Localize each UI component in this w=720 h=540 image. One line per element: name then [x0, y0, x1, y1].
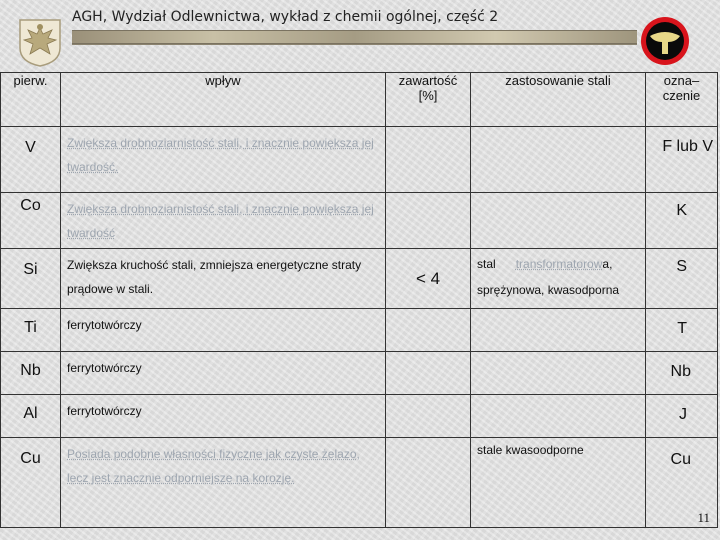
content-cell: [386, 395, 471, 438]
content-cell: [386, 193, 471, 249]
effect-text: ferrytotwórczy: [67, 318, 142, 332]
application-cell: stale kwasoodporne: [471, 438, 646, 528]
element-symbol: Al: [1, 395, 61, 438]
table-row: [1, 193, 718, 249]
application-cell: [471, 127, 646, 193]
designation-cell: K: [646, 193, 718, 249]
application-cell: [471, 352, 646, 395]
content-cell: [386, 438, 471, 528]
application-line2: sprężynowa, kwasodporna: [477, 283, 620, 297]
designation-cell: J: [646, 395, 718, 438]
table-row: [1, 438, 718, 528]
effect-cell: [61, 127, 386, 193]
application-cell: [471, 309, 646, 352]
header-application: zastosowanie stali: [471, 73, 646, 127]
table-row: [1, 395, 718, 438]
designation-cell: Nb: [646, 352, 718, 395]
effect-cell: [61, 193, 386, 249]
effect-cell: [61, 249, 386, 309]
effect-cell: [61, 352, 386, 395]
foundry-emblem-icon: [640, 16, 690, 66]
designation-cell: S: [646, 249, 718, 309]
application-link[interactable]: transformatorow: [515, 257, 603, 271]
effect-link[interactable]: Zwiększa drobnoziarnistość stali, i znacznie powiększa jej twardość: [67, 202, 374, 240]
effect-text: ferrytotwórczy: [67, 361, 142, 375]
application-post: a,: [602, 257, 613, 271]
application-pre: stal: [477, 257, 496, 271]
designation-cell: F lub V: [646, 127, 718, 193]
agh-eagle-logo-icon: [14, 14, 66, 68]
element-symbol: Cu: [1, 438, 61, 528]
effect-text: Zwiększa kruchość stali, zmniejsza energetyczne straty prądowe w stali.: [67, 258, 362, 296]
effect-cell: [61, 309, 386, 352]
element-symbol: V: [1, 127, 61, 193]
effect-cell: [61, 438, 386, 528]
effect-text: ferrytotwórczy: [67, 404, 142, 418]
designation-cell: Cu: [646, 438, 718, 528]
table-header-row: [1, 73, 718, 127]
table-row: [1, 249, 718, 309]
table-row: [1, 352, 718, 395]
element-symbol: Ti: [1, 309, 61, 352]
content-cell: [386, 352, 471, 395]
element-symbol: Nb: [1, 352, 61, 395]
header-decorative-stripe: [72, 30, 637, 44]
header-designation: ozna– czenie: [646, 73, 718, 127]
header-element: pierw.: [1, 73, 61, 127]
page-number: 11: [697, 510, 710, 525]
table-row: [1, 127, 718, 193]
effect-link[interactable]: Zwiększa drobnoziarnistość stali, i znacznie powiększa jej twardość.: [67, 136, 374, 174]
designation-cell: T: [646, 309, 718, 352]
element-symbol: Co: [1, 193, 61, 249]
application-cell: [471, 249, 646, 309]
application-cell: [471, 395, 646, 438]
element-symbol: Si: [1, 249, 61, 309]
content-cell: [386, 309, 471, 352]
header-effect: wpływ: [61, 73, 386, 127]
slide-title: AGH, Wydział Odlewnictwa, wykład z chemii ogólnej, część 2: [72, 9, 499, 25]
content-cell: [386, 127, 471, 193]
header-divider: [72, 44, 637, 45]
content-cell: < 4: [386, 249, 471, 309]
alloy-elements-table: [0, 72, 718, 528]
effect-link[interactable]: Posiada podobne własności fizyczne jak czyste żelazo, lecz jest znacznie odporniejsze na korozję.: [67, 447, 360, 485]
effect-cell: [61, 395, 386, 438]
header-content: zawartość [%]: [386, 73, 471, 127]
application-cell: [471, 193, 646, 249]
table-row: [1, 309, 718, 352]
